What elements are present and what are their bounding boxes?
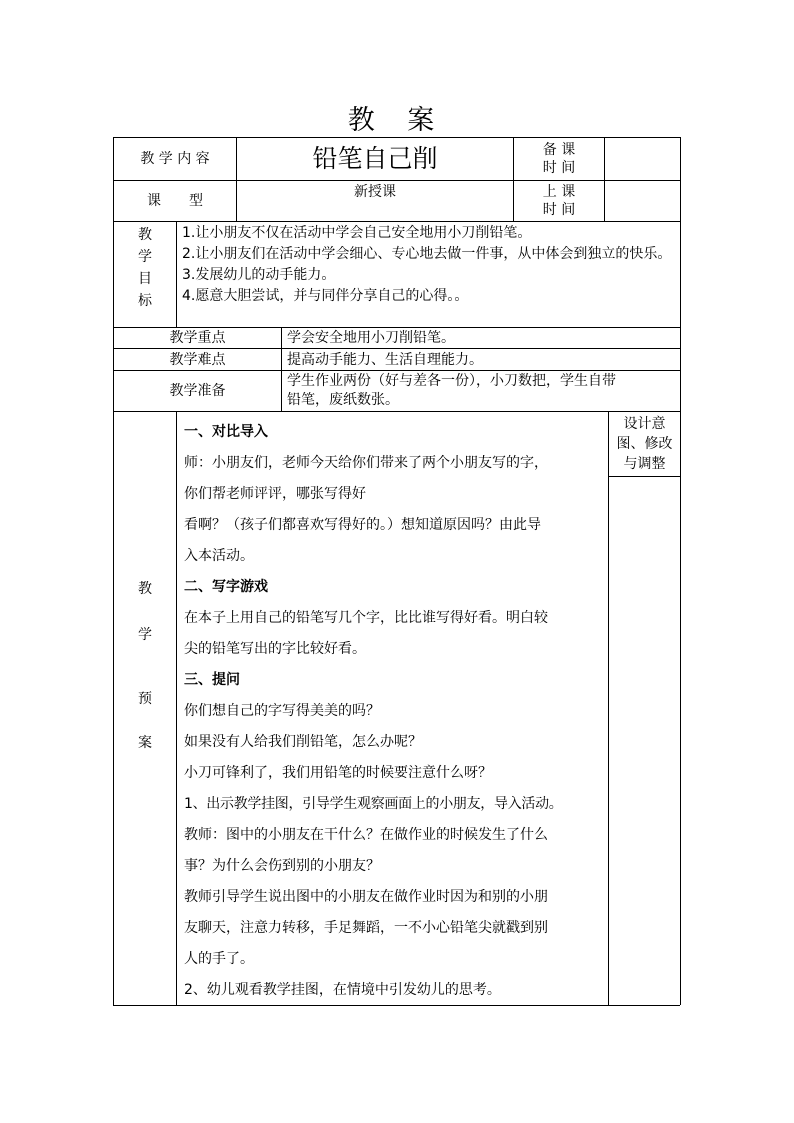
section-heading: 二、写字游戏 xyxy=(184,579,268,595)
class-time-label-line1: 上 课 xyxy=(542,184,576,200)
plan-line: 你们想自己的字写得美美的吗？ xyxy=(184,703,380,719)
plan-label-char: 案 xyxy=(138,735,152,751)
class-time-label-line2: 时 间 xyxy=(542,202,576,218)
preparation-label: 教学准备 xyxy=(169,383,226,399)
prep-time-label-line2: 时 间 xyxy=(542,160,576,176)
plan-line: 如果没有人给我们削铅笔，怎么办呢？ xyxy=(184,734,422,750)
plan-line: 尖的铅笔写出的字比较好看。 xyxy=(184,641,366,657)
objective-item: 4.愿意大胆尝试，并与同伴分享自己的心得。。 xyxy=(182,288,469,304)
objective-item: 1.让小朋友不仅在活动中学会自己安全地用小刀削铅笔。 xyxy=(182,225,532,241)
section-heading: 一、对比导入 xyxy=(184,424,268,440)
plan-line: 你们帮老师评评，哪张写得好 xyxy=(184,486,366,502)
plan-line: 在本子上用自己的铅笔写几个字，比比谁写得好看。明白较 xyxy=(184,610,548,626)
preparation-value xyxy=(287,372,679,410)
prep-time-label-line1: 备 课 xyxy=(542,142,576,158)
plan-line: 友聊天，注意力转移，手足舞蹈，一不小心铅笔尖就戳到别 xyxy=(184,920,548,936)
plan-line: 人的手了。 xyxy=(184,951,254,967)
class-time-label xyxy=(514,181,604,221)
plan-line: 事？为什么会伤到别的小朋友？ xyxy=(184,858,380,874)
type-value: 新授课 xyxy=(354,184,396,200)
difficulty-value: 提高动手能力、生活自理能力。 xyxy=(287,351,483,368)
design-notes-header xyxy=(609,414,680,474)
objectives-label-char: 目 xyxy=(138,271,152,287)
document-title: 教 案 xyxy=(347,105,447,136)
design-notes-header-line: 图、修改 xyxy=(616,436,673,452)
objectives-label xyxy=(114,224,176,312)
plan-label-char: 教 xyxy=(138,581,152,597)
difficulty-label: 教学难点 xyxy=(169,351,226,368)
prep-time-value xyxy=(605,138,680,180)
plan-line: 教师：图中的小朋友在干什么？在做作业的时候发生了什么 xyxy=(184,827,548,843)
objectives-label-char: 学 xyxy=(138,249,152,265)
objective-item: 2.让小朋友们在活动中学会细心、专心地去做一件事，从中体会到独立的快乐。 xyxy=(182,246,672,262)
key-point-value: 学会安全地用小刀削铅笔。 xyxy=(287,330,455,346)
objectives-label-char: 教 xyxy=(138,227,152,243)
content-label: 教 学 内 容 xyxy=(140,151,210,167)
lesson-title: 铅笔自己削 xyxy=(312,144,438,173)
plan-line: 2、幼儿观看教学挂图，在情境中引发幼儿的思考。 xyxy=(184,982,501,998)
plan-line: 教师引导学生说出图中的小朋友在做作业时因为和别的小朋 xyxy=(184,889,548,905)
plan-line: 师：小朋友们，老师今天给你们带来了两个小朋友写的字， xyxy=(184,455,548,471)
objective-item: 3.发展幼儿的动手能力。 xyxy=(182,267,336,283)
class-time-value xyxy=(605,181,680,221)
prep-time-label xyxy=(514,138,604,180)
plan-line: 1、出示教学挂图，引导学生观察画面上的小朋友，导入活动。 xyxy=(184,796,563,812)
type-label: 课 型 xyxy=(147,193,203,209)
objectives-list xyxy=(182,223,678,307)
objectives-label-char: 标 xyxy=(138,293,152,309)
plan-label xyxy=(114,578,176,752)
design-notes-header-line: 设计意 xyxy=(623,416,666,432)
plan-body xyxy=(184,417,608,1006)
plan-label-char: 预 xyxy=(138,691,152,707)
key-point-label: 教学重点 xyxy=(169,330,226,346)
design-notes-header-line: 与调整 xyxy=(623,456,666,472)
plan-label-char: 学 xyxy=(138,627,152,643)
plan-line: 小刀可锋利了，我们用铅笔的时候要注意什么呀？ xyxy=(184,765,492,781)
preparation-line: 学生作业两份（好与差各一份），小刀数把，学生自带 xyxy=(287,373,616,389)
plan-line: 看啊？（孩子们都喜欢写得好的。）想知道原因吗？由此导 xyxy=(184,517,541,533)
preparation-line: 铅笔，废纸数张。 xyxy=(287,392,399,408)
section-heading: 三、提问 xyxy=(184,672,240,688)
plan-line: 入本活动。 xyxy=(184,548,254,564)
